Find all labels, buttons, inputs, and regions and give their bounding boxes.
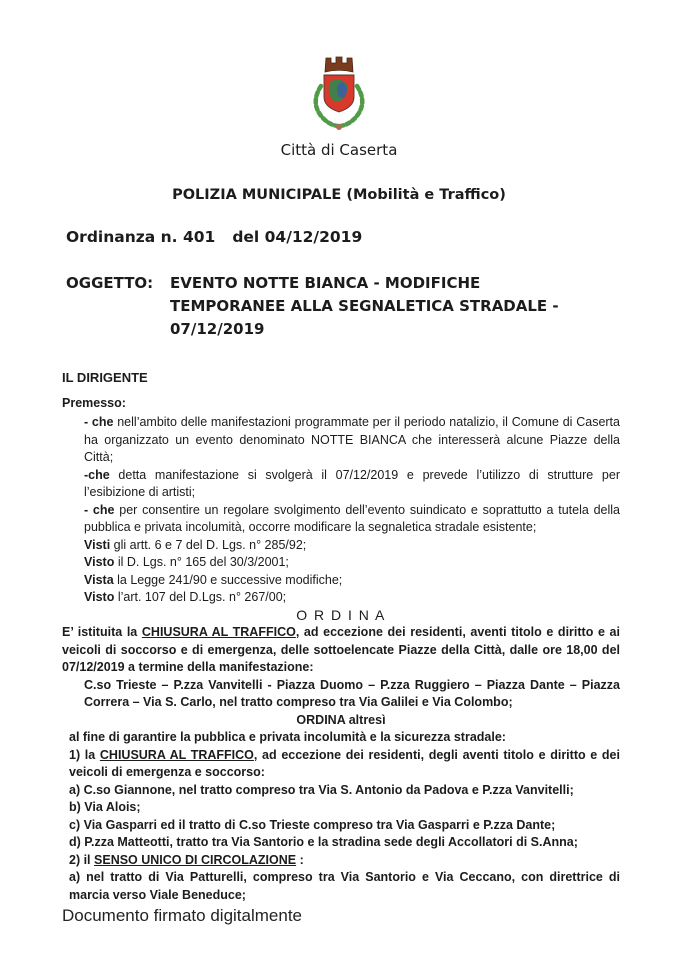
ordina-suffix: , ad eccezione dei residenti, aventi titolo e diritto e ai veicoli di soccorso e di emergenza, delle sottoelencate Piazze della Città, dalle ore 18,00 del 07/12/2019 a termine della manifestazione: [62,625,620,674]
closed-squares-list: C.so Trieste – P.zza Vanvitelli - Piazza Duomo – P.zza Ruggiero – Piazza Dante – Piazza Correra – Via S. Carlo, nel tratto compreso tra Via Galilei e Via Colombo; [84,677,620,709]
item-2-point-a: a) nel tratto di Via Patturelli, compreso tra Via Santorio e Via Ceccano, con direttrice di marcia verso Viale Beneduce; [69,870,620,902]
item-1-suffix: , ad eccezione dei residenti, degli aventi titolo e diritto e dei veicoli di emergenza e soccorso: [69,747,620,779]
premise-heading: Premesso: [62,395,126,410]
citation-line [62,554,620,572]
ordinance-date: del 04/12/2019 [232,228,363,246]
subject-block [66,272,616,341]
coat-of-arms-container [0,0,678,138]
ordina-prefix: E’ istituita la [62,625,142,639]
citation-lead: Visto [84,590,115,604]
subject-line-2: TEMPORANEE ALLA SEGNALETICA STRADALE - [170,297,559,315]
citation-text: l’art. 107 del D.Lgs. n° 267/00; [114,590,287,604]
premise-paragraph [62,414,620,467]
wreath-ribbon-knot [336,124,342,130]
premise-text: per consentire un regolare svolgimento dell’evento suindicato e soprattutto a tutela della pubblica e privata incolumità, occorre modificare la segnaletica stradale esistente; [84,502,620,534]
ordina-altresi-heading: ORDINA altresì [296,712,386,727]
item-1-point-c: c) Via Gasparri ed il tratto di C.so Trieste compreso tra Via Gasparri e P.zza Dante; [69,817,556,832]
citation-lead: Visti [84,537,111,552]
item-2-prefix: 2) il [69,852,95,867]
ordinance-body [62,369,620,904]
shield-figure-blue [337,82,347,98]
item-1-point-b: b) Via Alois; [69,800,141,814]
subject-line-3: 07/12/2019 [170,320,265,338]
ordinance-number-line [66,228,678,246]
citation-line [62,589,620,607]
ordina-underlined-phrase: CHIUSURA AL TRAFFICO [141,625,296,639]
subject-line-1: EVENTO NOTTE BIANCA - MODIFICHE [170,274,481,292]
item-2-suffix: : [296,852,304,867]
citation-text: gli artt. 6 e 7 del D. Lgs. n° 285/92; [110,537,307,552]
premise-text: detta manifestazione si svolgerà il 07/12/2019 e prevede l’utilizzo di strutture per l’esibizione di artisti; [84,467,620,499]
item-1 [62,747,620,782]
citation-text: il D. Lgs. n° 165 del 30/3/2001; [114,555,289,569]
item-2 [62,852,620,870]
subject-label: OGGETTO: [66,274,154,292]
citation-lead: Visto [84,555,115,569]
citation-line [62,572,620,590]
department-title: POLIZIA MUNICIPALE (Mobilità e Traffico) [172,187,506,203]
director-heading: IL DIRIGENTE [62,370,148,385]
citation-text: la Legge 241/90 e successive modifiche; [113,572,343,587]
city-name: Città di Caserta [280,141,398,159]
premise-text: nell’ambito delle manifestazioni programmate per il periodo natalizio, il Comune di Caserta ha organizzato un evento denominato NOTTE BIANCA che interesserà alcune Piazze della Città; [84,415,620,464]
item-1-point-d: d) P.zza Matteotti, tratto tra Via Santorio e la stradina sede degli Accollatori di S.Anna; [69,835,578,849]
premise-lead: - che [84,415,114,429]
premise-lead: - che [84,502,115,517]
item-1-prefix: 1) la [69,747,100,762]
citation-line [62,537,620,555]
ordina-paragraph [62,624,620,677]
subject-text [170,272,559,341]
ordina-altresi-intro: al fine di garantire la pubblica e privata incolumità e la sicurezza stradale: [69,730,506,744]
crown-shape [325,57,353,72]
item-1-underlined-phrase: CHIUSURA AL TRAFFICO [99,747,254,762]
premise-lead: -che [84,467,110,482]
citation-lead: Vista [84,572,114,587]
premise-paragraph [62,467,620,502]
item-1-point-a: a) C.so Giannone, nel tratto compreso tra Via S. Antonio da Padova e P.zza Vanvitelli; [69,782,574,797]
item-2-underlined-phrase: SENSO UNICO DI CIRCOLAZIONE [94,852,297,867]
digital-signature-note: Documento firmato digitalmente [62,906,303,925]
ordinance-number: Ordinanza n. 401 [66,228,216,246]
caserta-coat-of-arms-icon [291,46,387,138]
premise-paragraph [62,502,620,537]
ordina-heading: O R D I N A [296,606,386,623]
